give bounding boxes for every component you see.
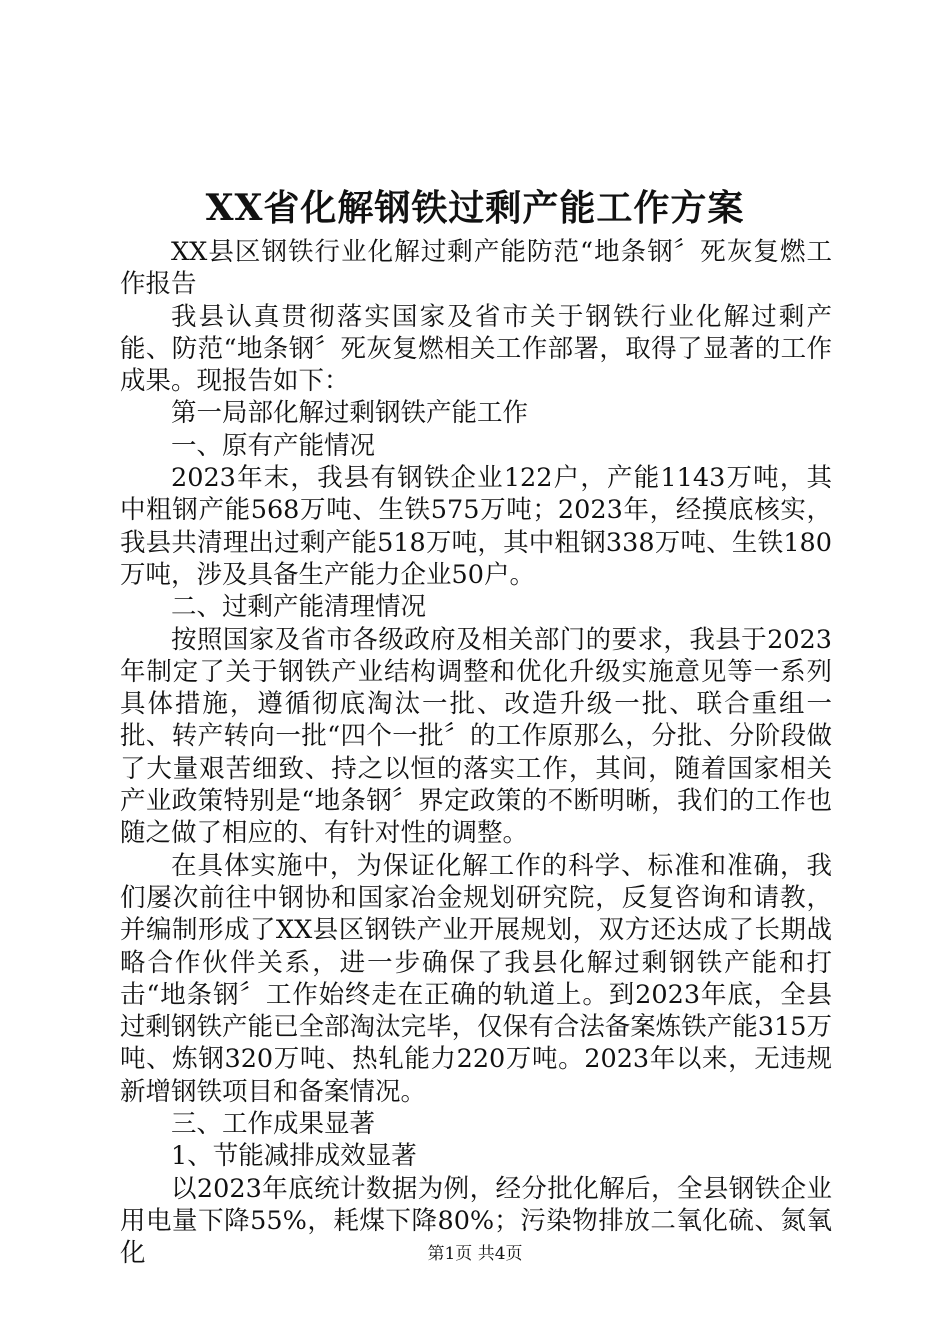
body-paragraph: 以2023年底统计数据为例，经分批化解后，全县钢铁企业用电量下降55%，耗煤下降80%；污染物排放二氧化硫、氮氧化	[120, 1173, 832, 1269]
subsection-heading: 一、原有产能情况	[171, 430, 376, 461]
section-heading: 第一局部化解过剩钢铁产能工作	[171, 398, 529, 429]
subsection-heading: 三、工作成果显著	[171, 1109, 376, 1140]
body-paragraph: 2023年末，我县有钢铁企业122户，产能1143万吨，其中粗钢产能568万吨、生铁575万吨；2023年，经摸底核实，我县共清理出过剩产能518万吨，其中粗钢338万吨、生铁180万吨，涉及具备生产能力企业50户。	[120, 463, 832, 590]
body-paragraph: 按照国家及省市各级政府及相关部门的要求，我县于2023年制定了关于钢铁产业结构调整和优化升级实施意见等一系列具体措施，遵循彻底淘汰一批、改造升级一批、联合重组一批、转产转向一批“四个一批〞的工作原那么，分批、分阶段做了大量艰苦细致、持之以恒的落实工作，其间，随着国家相关产业政策特别是“地条钢〞界定政策的不断明晰，我们的工作也随之做了相应的、有针对性的调整。	[120, 624, 832, 849]
subsection-heading: 二、过剩产能清理情况	[171, 592, 427, 623]
item-heading: 1、节能减排成效显著	[171, 1141, 417, 1172]
document-title: XX省化解钢铁过剩产能工作方案	[205, 187, 745, 229]
intro-paragraph: 我县认真贯彻落实国家及省市关于钢铁行业化解过剩产能、防范“地条钢〞死灰复燃相关工作部署，取得了显著的工作成果。现报告如下：	[120, 301, 832, 397]
report-subtitle-paragraph: XX县区钢铁行业化解过剩产能防范“地条钢〞死灰复燃工作报告	[120, 237, 832, 300]
page-number-footer: 第1页 共4页	[427, 1244, 523, 1264]
body-paragraph: 在具体实施中，为保证化解工作的科学、标准和准确，我们屡次前往中钢协和国家冶金规划研究院，反复咨询和请教，并编制形成了XX县区钢铁产业开展规划，双方还达成了长期战略合作伙伴关系，进一步确保了我县化解过剩钢铁产能和打击“地条钢〞工作始终走在正确的轨道上。到2023年底，全县过剩钢铁产能已全部淘汰完毕，仅保有合法备案炼铁产能315万吨、炼钢320万吨、热轧能力220万吨。2023年以来，无违规新增钢铁项目和备案情况。	[120, 850, 832, 1107]
document-body	[120, 236, 832, 1270]
